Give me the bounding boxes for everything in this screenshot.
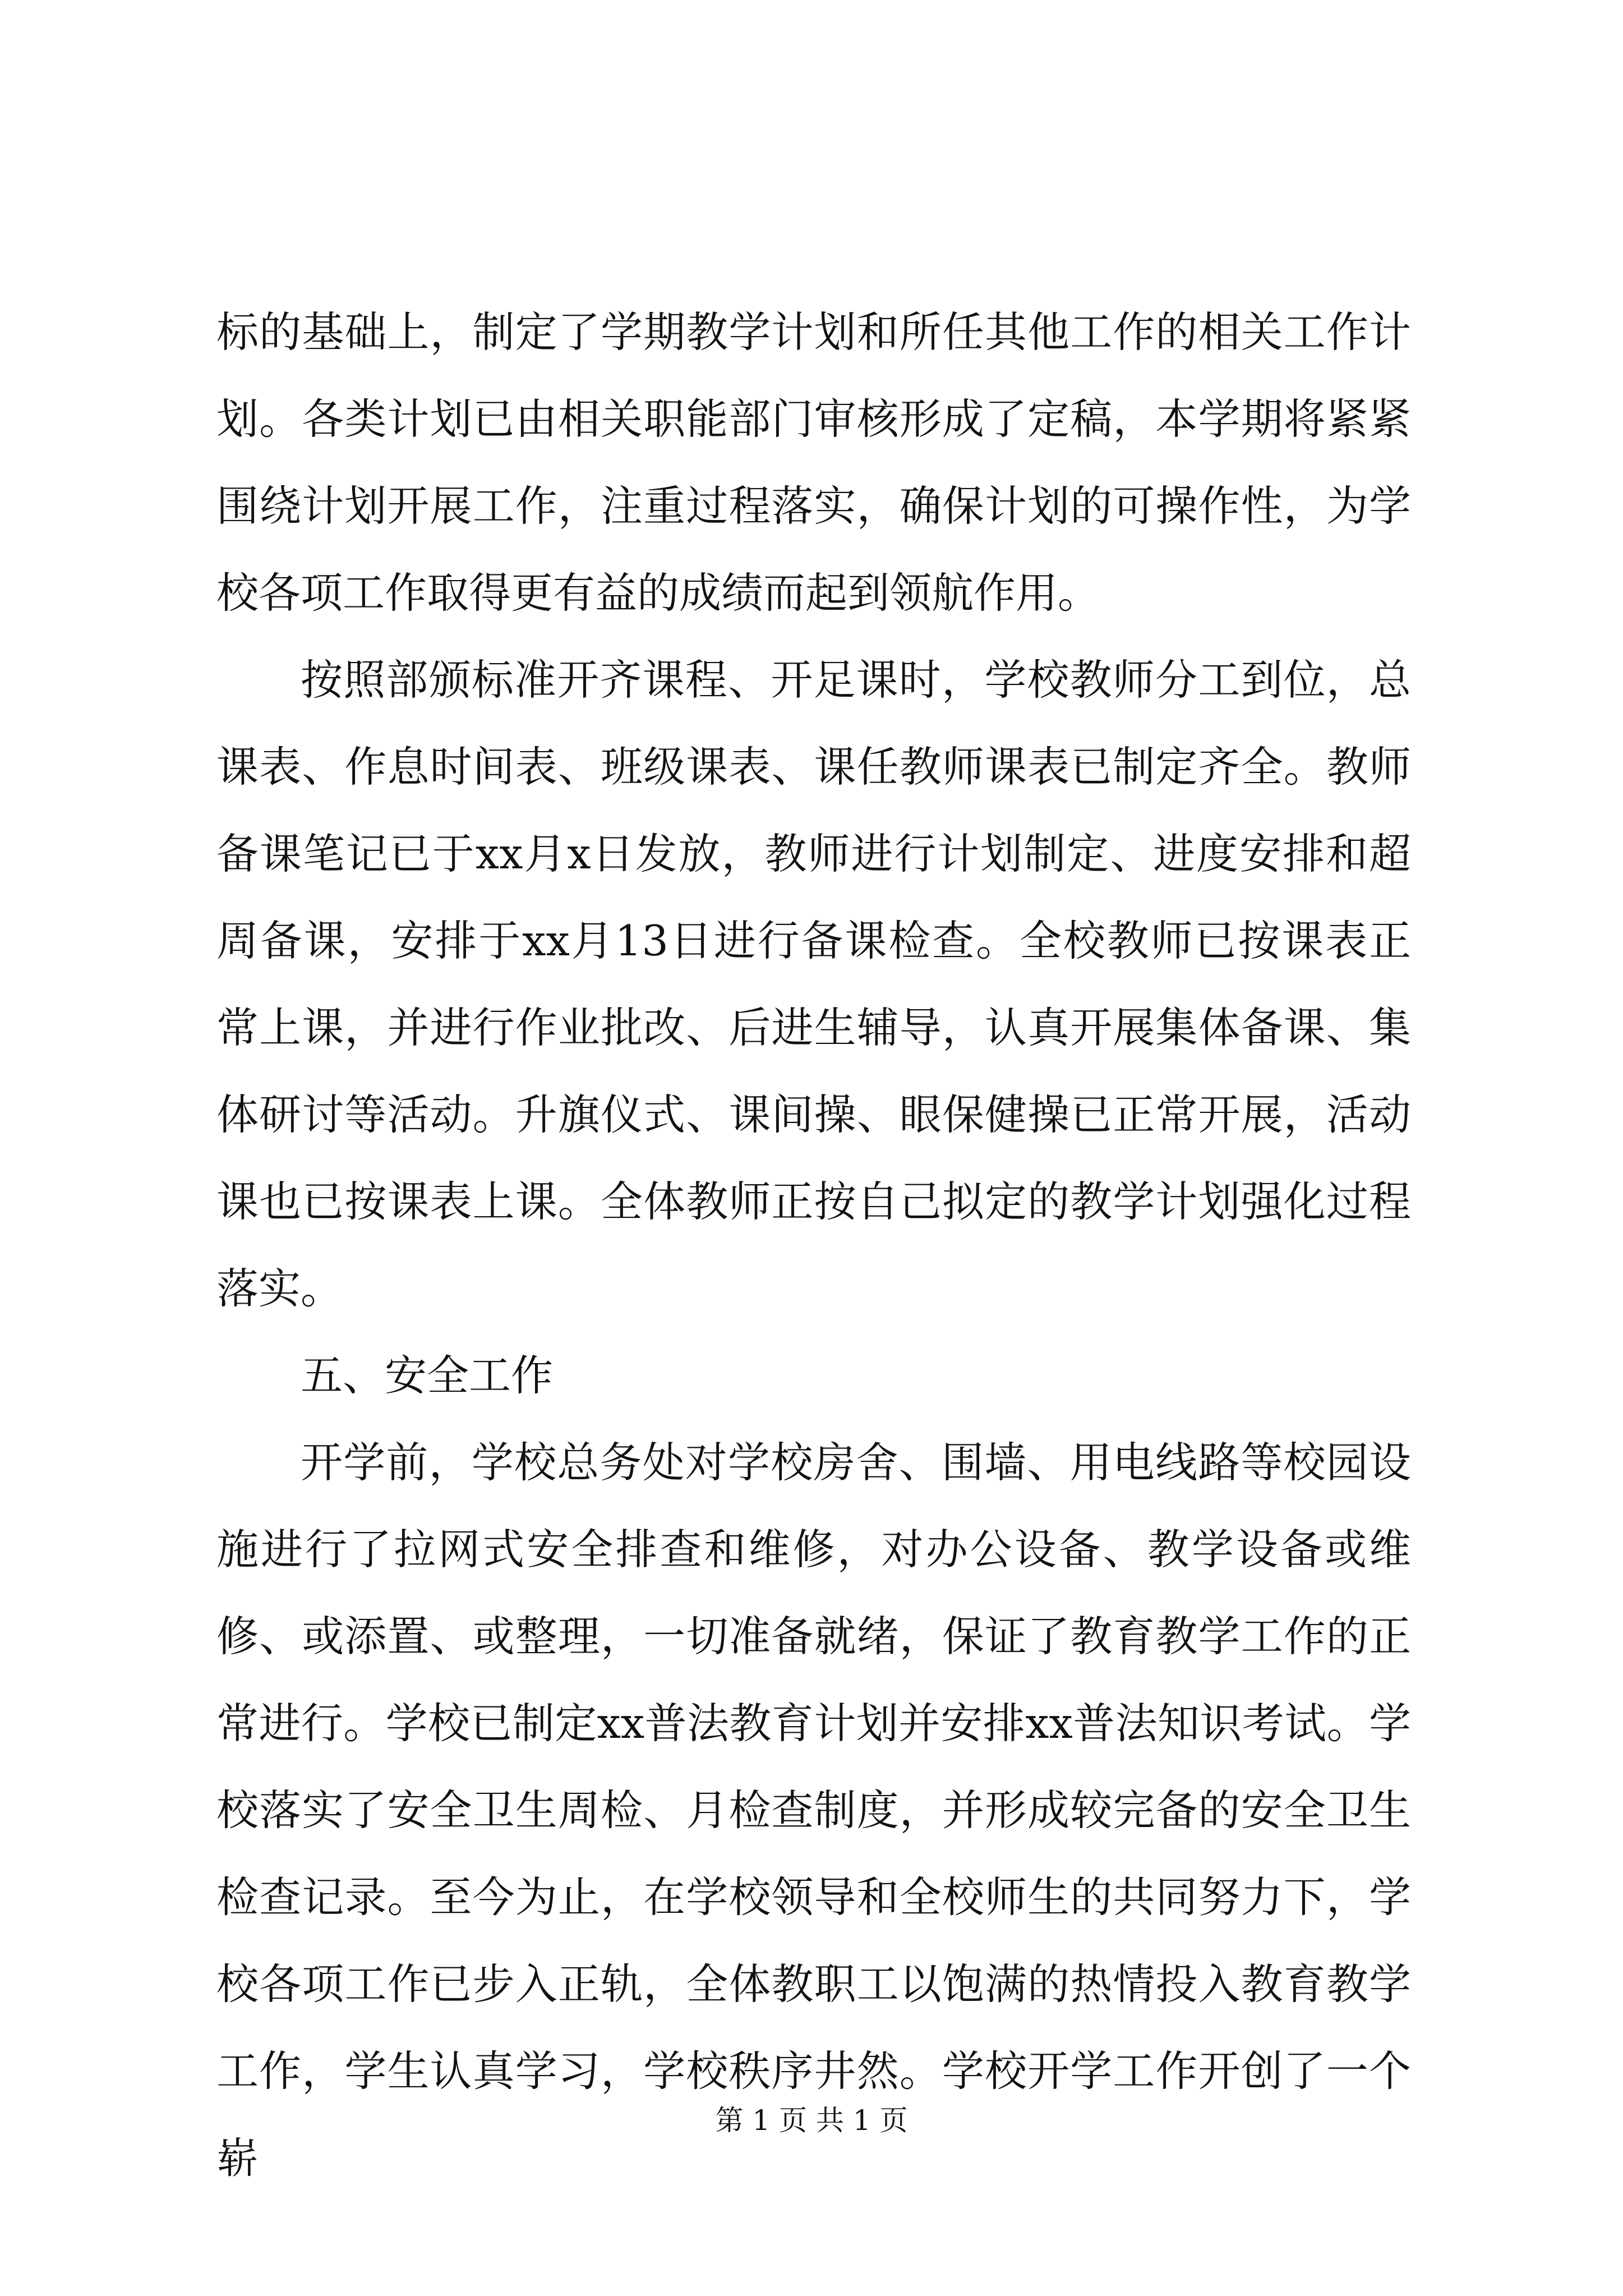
page-footer: 第 1 页 共 1 页 — [715, 2104, 908, 2137]
document-body — [216, 289, 1411, 2202]
paragraph-safety: 开学前，学校总务处对学校房舍、围墙、用电线路等校园设施进行了拉网式安全排查和维修，对办公设备、教学设备或维修、或添置、或整理，一切准备就绪，保证了教育教学工作的正常进行。学校已制定xx普法教育计划并安排xx普法知识考试。学校落实了安全卫生周检、月检查制度，并形成较完备的安全卫生检查记录。至今为止，在学校领导和全校师生的共同努力下，学校各项工作已步入正轨，全体教职工以饱满的热情投入教育教学工作，学生认真学习，学校秩序井然。学校开学工作开创了一个崭 — [216, 1438, 1411, 2183]
section-heading-safety: 五、安全工作 — [301, 1351, 554, 1400]
paragraph-curriculum: 按照部颁标准开齐课程、开足课时，学校教师分工到位，总课表、作息时间表、班级课表、课任教师课表已制定齐全。教师备课笔记已于xx月x日发放，教师进行计划制定、进度安排和超周备课，安排于xx月13日进行备课检查。全校教师已按课表正常上课，并进行作业批改、后进生辅导，认真开展集体备课、集体研讨等活动。升旗仪式、课间操、眼保健操已正常开展，活动课也已按课表上课。全体教师正按自己拟定的教学计划强化过程落实。 — [216, 655, 1411, 1313]
paragraph-intro-continuation: 标的基础上，制定了学期教学计划和所任其他工作的相关工作计划。各类计划已由相关职能部门审核形成了定稿，本学期将紧紧围绕计划开展工作，注重过程落实，确保计划的可操作性，为学校各项工作取得更有益的成绩而起到领航作用。 — [216, 307, 1411, 618]
